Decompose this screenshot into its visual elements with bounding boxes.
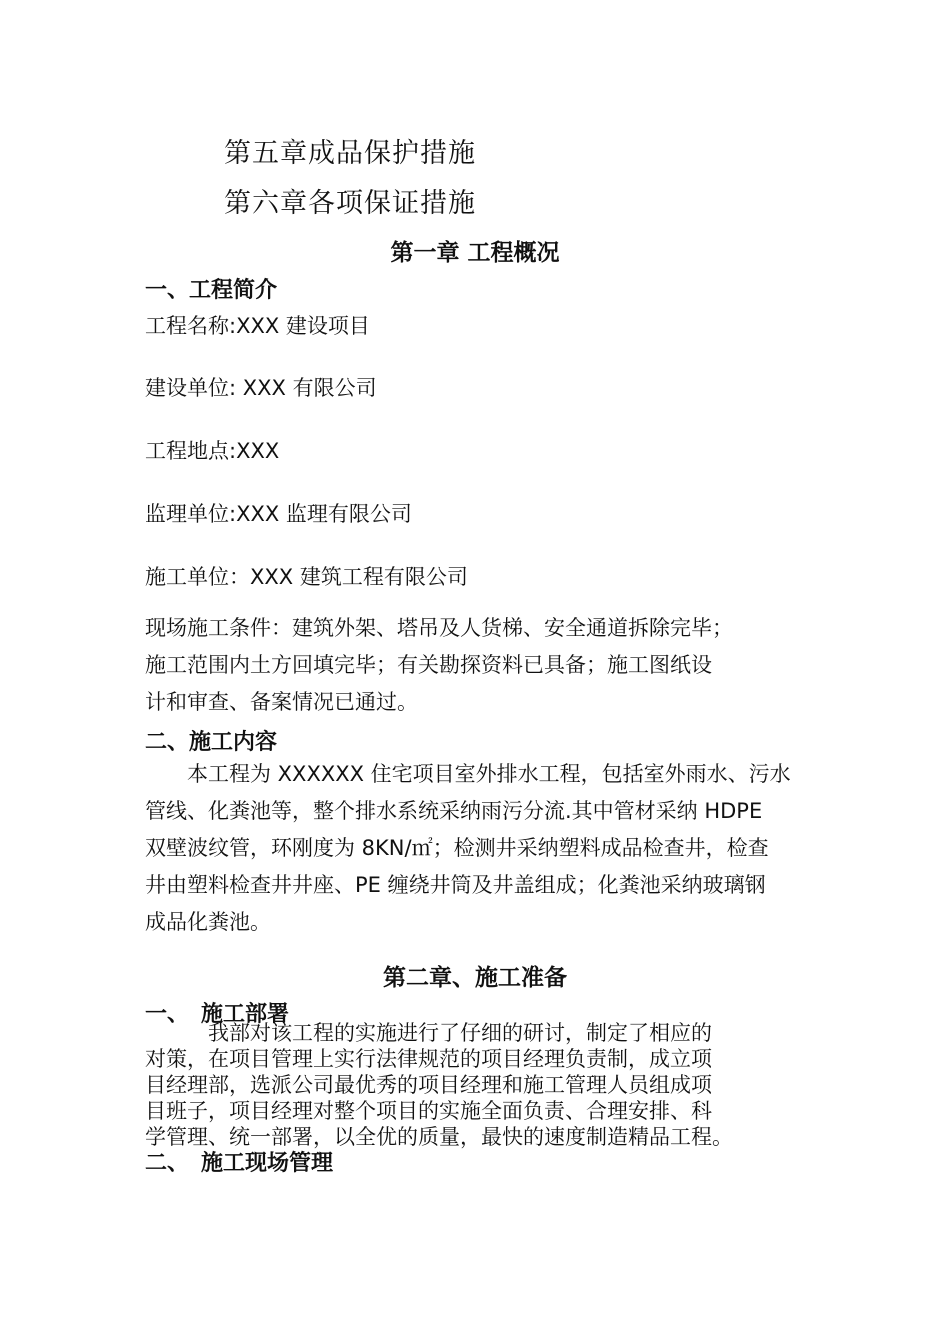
paragraph-line: 井由塑料检查井井座、PE 缠绕井筒及井盖组成；化粪池采纳玻璃钢 — [145, 873, 766, 897]
chapter2-title: 第二章、施工准备 — [383, 965, 567, 991]
field-project-name: 工程名称:XXX 建设项目 — [145, 314, 370, 338]
paragraph-line: 对策，在项目管理上实行法律规范的项目经理负责制，成立项 — [145, 1047, 712, 1071]
deployment-paragraph — [145, 1020, 805, 1150]
field-builder: 建设单位: XXX 有限公司 — [145, 376, 377, 400]
toc-item-chapter6[interactable]: 第六章各项保证措施 — [224, 188, 476, 219]
field-supervisor: 监理单位:XXX 监理有限公司 — [145, 502, 412, 526]
section-construction-content-title: 二、施工内容 — [145, 730, 278, 755]
paragraph-line: 目班子，项目经理对整个项目的实施全面负责、合理安排、科 — [145, 1099, 712, 1123]
section-site-management-heading — [145, 1146, 333, 1177]
chapter1-title: 第一章 工程概况 — [390, 240, 560, 266]
paragraph-line: 我部对该工程的实施进行了仔细的研讨，制定了相应的 — [145, 1021, 712, 1045]
paragraph-line: 目经理部，选派公司最优秀的项目经理和施工管理人员组成项 — [145, 1073, 712, 1097]
field-contractor: 施工单位：XXX 建筑工程有限公司 — [145, 565, 468, 589]
section-project-intro-title: 一、工程简介 — [145, 278, 278, 303]
section-deployment-title: 施工部署 — [201, 1002, 290, 1027]
field-location: 工程地点:XXX — [145, 439, 280, 463]
paragraph-line: 学管理、统一部署，以全优的质量，最快的速度制造精品工程。 — [145, 1125, 733, 1149]
toc-item-chapter5[interactable]: 第五章成品保护措施 — [224, 138, 476, 169]
paragraph-line: 计和审查、备案情况已通过。 — [145, 690, 418, 714]
section-number: 二、 — [145, 1151, 190, 1176]
paragraph-line: 施工范围内土方回填完毕；有关勘探资料已具备；施工图纸设 — [145, 653, 712, 677]
section-site-management-title: 施工现场管理 — [201, 1151, 334, 1176]
paragraph-line: 双壁波纹管，环刚度为 8KN/㎡；检测井采纳塑料成品检查井，检查 — [145, 836, 769, 860]
construction-content-paragraph — [145, 756, 805, 941]
paragraph-line: 现场施工条件：建筑外架、塔吊及人货梯、安全通道拆除完毕； — [145, 616, 733, 640]
site-conditions-paragraph — [145, 610, 805, 721]
paragraph-line: 成品化粪池。 — [145, 910, 271, 934]
paragraph-line: 本工程为 XXXXXX 住宅项目室外排水工程，包括室外雨水、污水 — [145, 762, 791, 786]
section-number: 一、 — [145, 1002, 190, 1027]
paragraph-line: 管线、化粪池等，整个排水系统采纳雨污分流.其中管材采纳 HDPE — [145, 799, 763, 823]
